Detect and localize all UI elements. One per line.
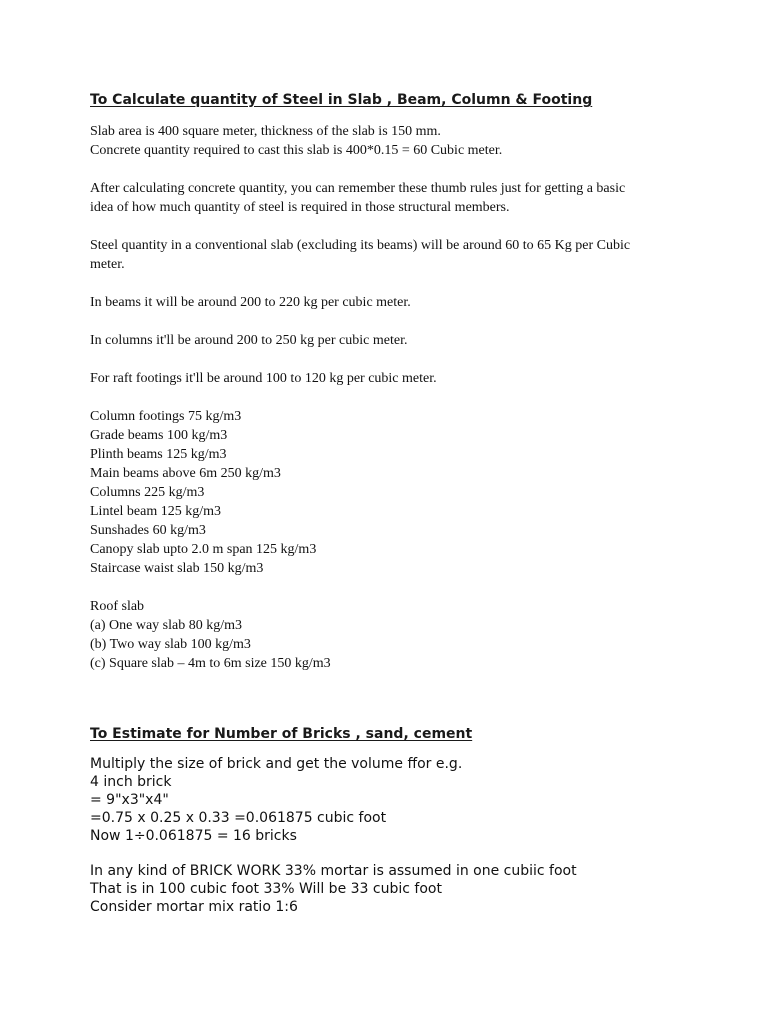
roof-slab-title: Roof slab xyxy=(90,599,145,614)
steel-section-body xyxy=(90,122,710,673)
bricks-section-body xyxy=(90,755,710,916)
section-heading-steel: To Calculate quantity of Steel in Slab , Beam, Column & Footing xyxy=(90,92,593,108)
text-line: Consider mortar mix ratio 1:6 xyxy=(90,899,298,915)
list-item: (a) One way slab 80 kg/m3 xyxy=(90,618,243,633)
text-line: = 9"x3"x4" xyxy=(90,792,169,808)
list-item: Canopy slab upto 2.0 m span 125 kg/m3 xyxy=(90,542,317,557)
text-line: idea of how much quantity of steel is required in those structural members. xyxy=(90,200,510,215)
list-item: (c) Square slab – 4m to 6m size 150 kg/m3 xyxy=(90,656,331,671)
list-item: Sunshades 60 kg/m3 xyxy=(90,523,206,538)
text-line: Slab area is 400 square meter, thickness of the slab is 150 mm. xyxy=(90,124,441,139)
thumb-rule-paragraph xyxy=(90,179,710,217)
list-item: Plinth beams 125 kg/m3 xyxy=(90,447,227,462)
list-item: Lintel beam 125 kg/m3 xyxy=(90,504,222,519)
text-line: =0.75 x 0.25 x 0.33 =0.061875 cubic foot xyxy=(90,810,387,826)
intro-paragraph xyxy=(90,122,710,160)
steel-rate-list xyxy=(90,407,710,578)
text-line: Now 1÷0.061875 = 16 bricks xyxy=(90,828,297,844)
text-line: Multiply the size of brick and get the volume ffor e.g. xyxy=(90,756,463,772)
roof-slab-list xyxy=(90,616,710,673)
text-line: 4 inch brick xyxy=(90,774,172,790)
text-line: Steel quantity in a conventional slab (excluding its beams) will be around 60 to 65 Kg per Cubic xyxy=(90,238,631,253)
columns-paragraph: In columns it'll be around 200 to 250 kg per cubic meter. xyxy=(90,333,408,348)
list-item: Main beams above 6m 250 kg/m3 xyxy=(90,466,281,481)
text-line: meter. xyxy=(90,257,125,272)
text-line: That is in 100 cubic foot 33% Will be 33 cubic foot xyxy=(90,881,442,897)
list-item: Grade beams 100 kg/m3 xyxy=(90,428,228,443)
text-line: In any kind of BRICK WORK 33% mortar is assumed in one cubiic foot xyxy=(90,863,577,879)
list-item: Columns 225 kg/m3 xyxy=(90,485,205,500)
beams-paragraph: In beams it will be around 200 to 220 kg per cubic meter. xyxy=(90,295,411,310)
list-item: Column footings 75 kg/m3 xyxy=(90,409,242,424)
text-line: Concrete quantity required to cast this slab is 400*0.15 = 60 Cubic meter. xyxy=(90,143,503,158)
section-heading-bricks: To Estimate for Number of Bricks , sand, cement xyxy=(90,726,473,742)
text-line: After calculating concrete quantity, you can remember these thumb rules just for getting a basic xyxy=(90,181,626,196)
slab-steel-paragraph xyxy=(90,236,710,274)
list-item: (b) Two way slab 100 kg/m3 xyxy=(90,637,251,652)
list-item: Staircase waist slab 150 kg/m3 xyxy=(90,561,264,576)
raft-paragraph: For raft footings it'll be around 100 to 120 kg per cubic meter. xyxy=(90,371,437,386)
